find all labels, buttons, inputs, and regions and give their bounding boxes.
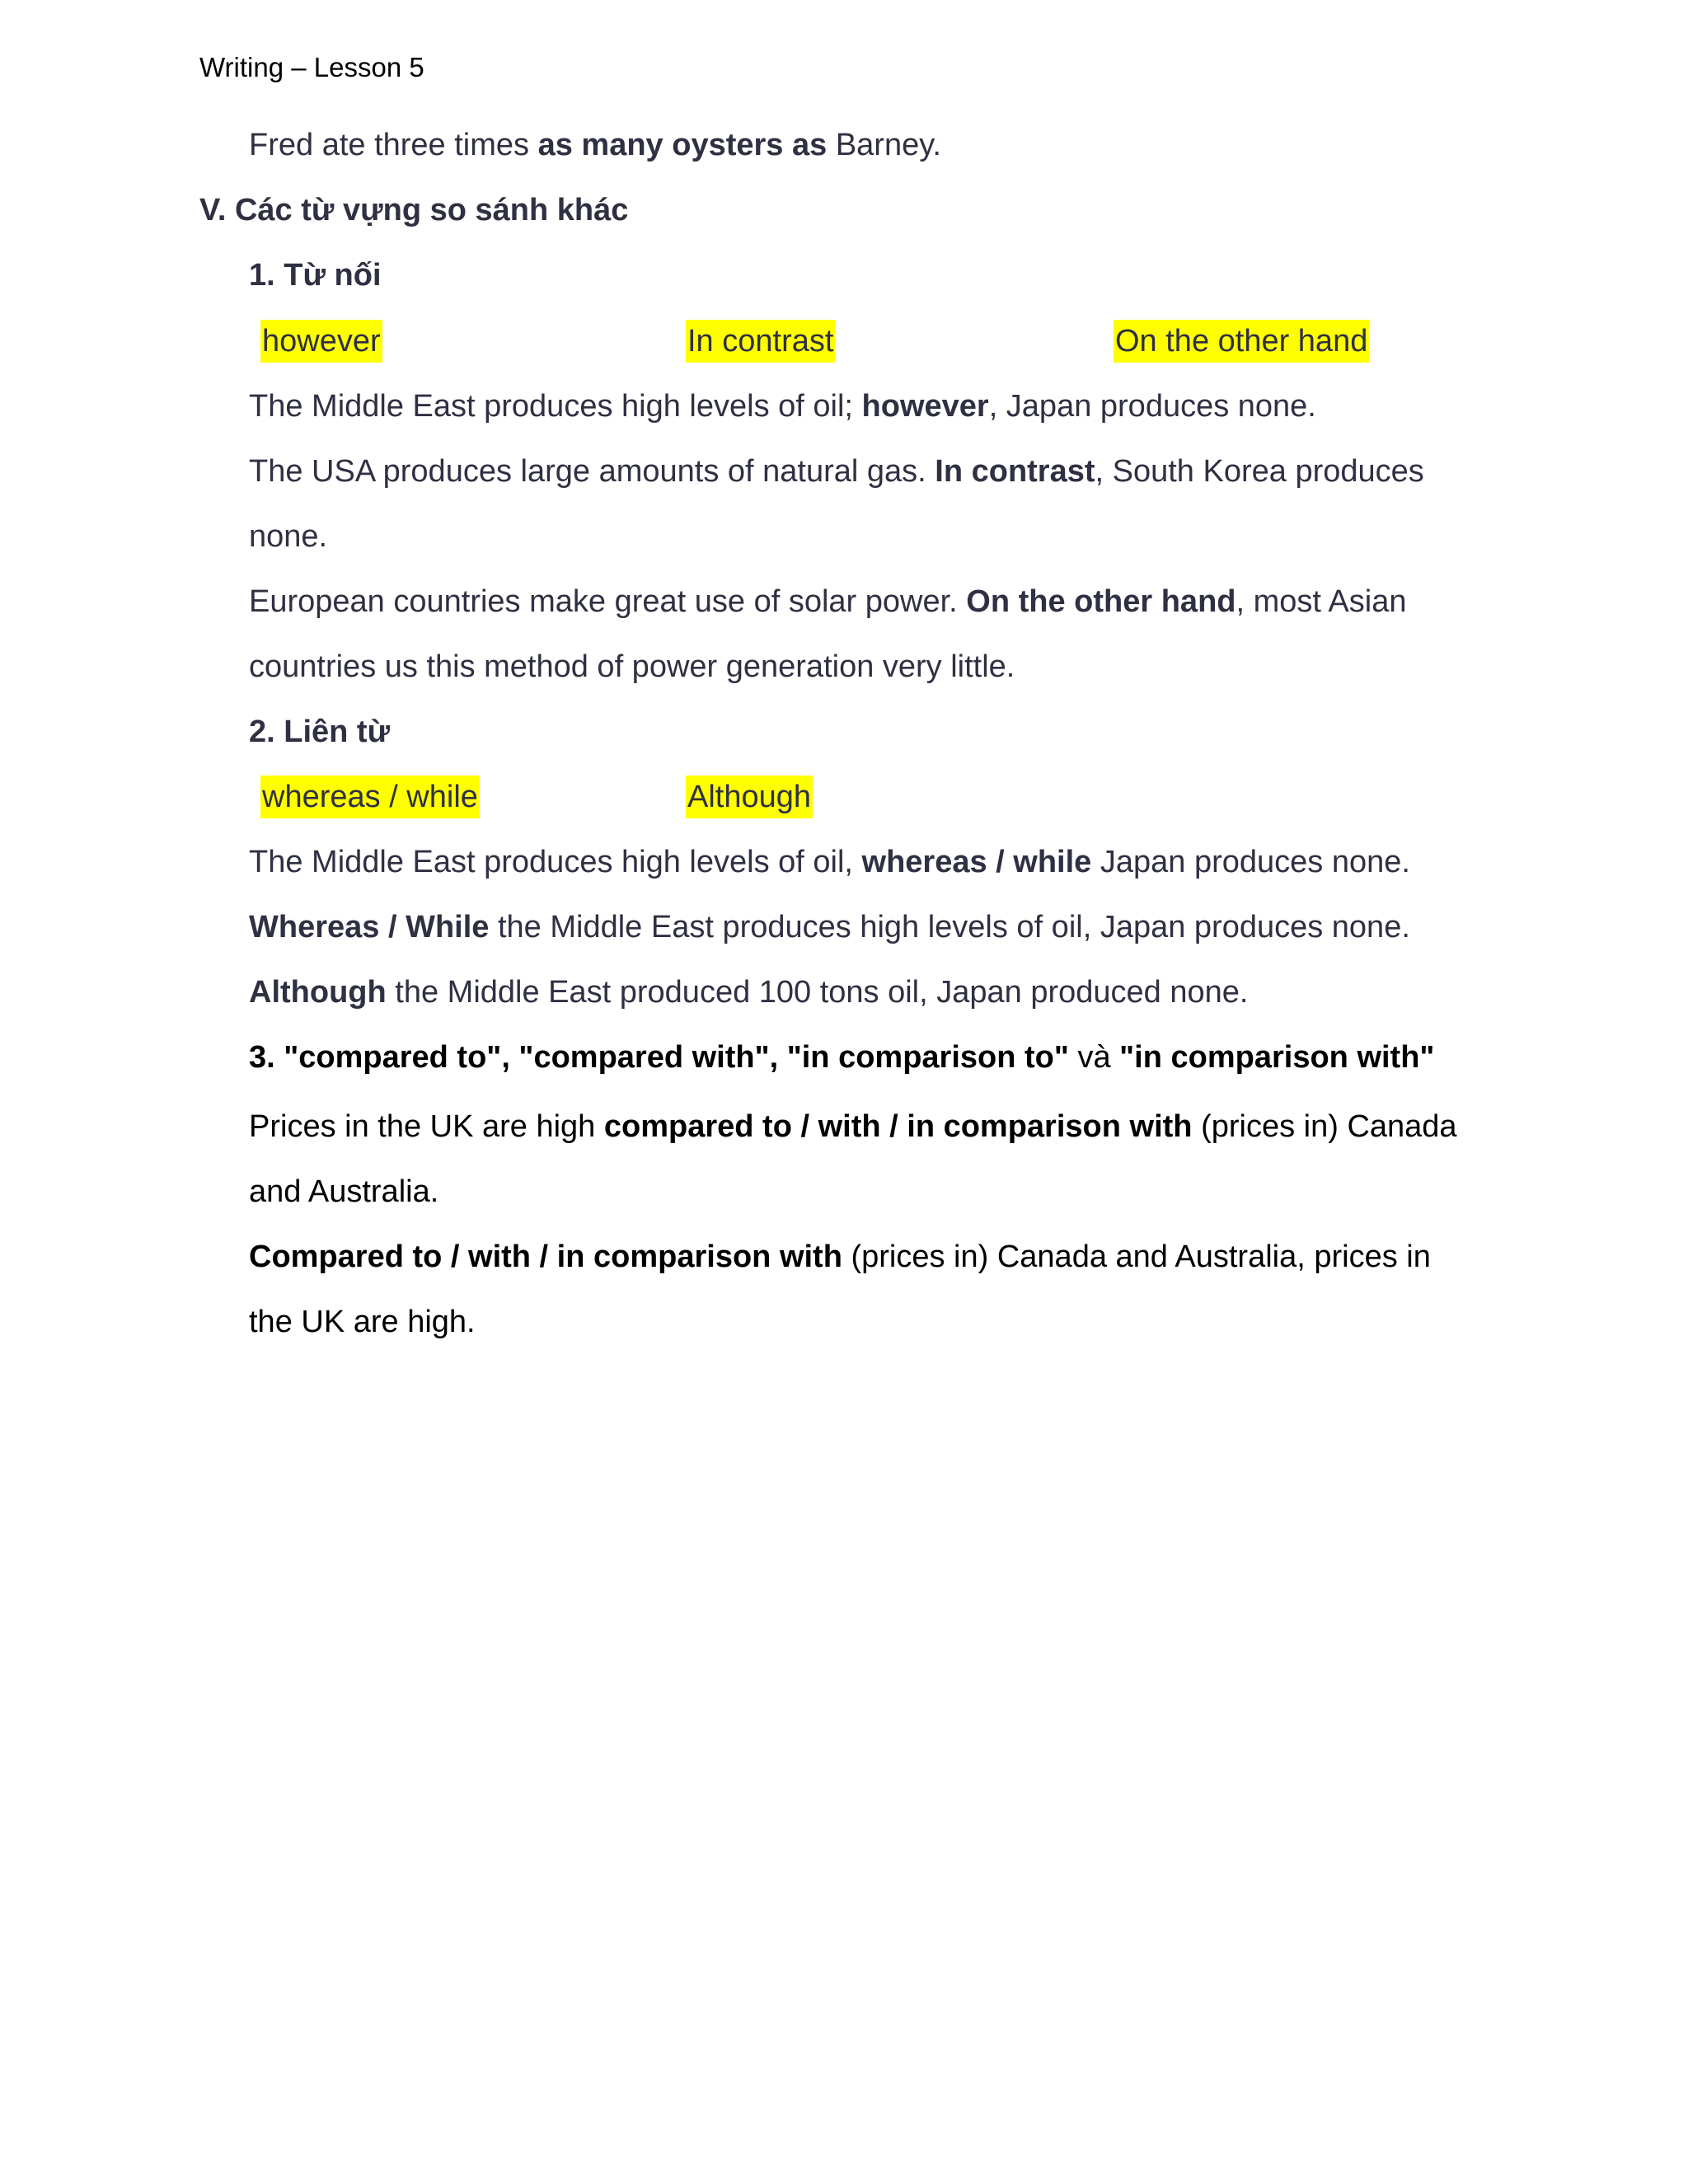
sub1-example-3-cont: countries us this method of power generation very little. [249,649,1015,684]
page-header: Writing – Lesson 5 [199,52,424,82]
sub2-example-1: The Middle East produces high levels of oil, whereas / while Japan produces none. [249,845,1410,879]
sub1-example-1: The Middle East produces high levels of oil; however, Japan produces none. [249,389,1316,424]
keyword-in-contrast: In contrast [686,320,835,363]
sub3-example-1-cont: and Australia. [249,1174,439,1209]
sub3-example-2-cont: the UK are high. [249,1305,476,1339]
subsection-1-title: 1. Từ nối [249,258,382,293]
keyword-on-the-other-hand: On the other hand [1114,320,1369,363]
sub3-example-2: Compared to / with / in comparison with (prices in) Canada and Australia, prices in [249,1240,1431,1274]
subsection-2-title: 2. Liên từ [249,715,391,749]
sub1-example-2-cont: none. [249,519,328,554]
sub1-example-2: The USA produces large amounts of natural gas. In contrast, South Korea produces [249,454,1424,489]
keyword-however: however [260,320,382,363]
intro-sentence: Fred ate three times as many oysters as Barney. [249,128,941,162]
section-title: V. Các từ vựng so sánh khác [199,193,629,227]
sub1-example-3: European countries make great use of solar power. On the other hand, most Asian [249,584,1407,619]
sub2-example-2: Whereas / While the Middle East produces high levels of oil, Japan produces none. [249,910,1410,944]
sub2-example-3: Although the Middle East produced 100 tons oil, Japan produced none. [249,975,1249,1010]
keyword-whereas-while: whereas / while [260,776,480,818]
subsection-3-title: 3. "compared to", "compared with", "in comparison to" và "in comparison with" [249,1040,1435,1075]
sub3-example-1: Prices in the UK are high compared to / with / in comparison with (prices in) Canada [249,1109,1457,1144]
keyword-although: Although [686,776,813,818]
